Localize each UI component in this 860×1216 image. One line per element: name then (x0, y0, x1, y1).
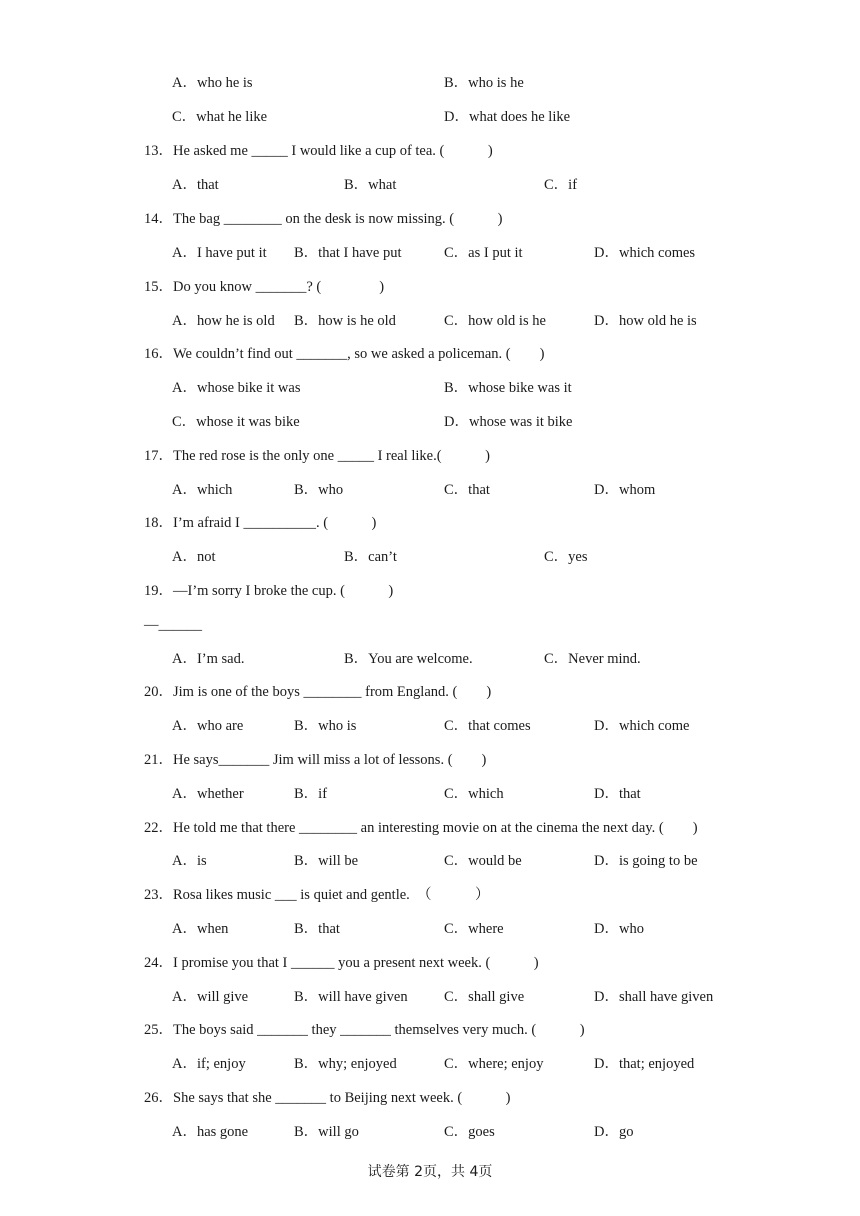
q24-option-d: D．shall have given (594, 989, 714, 1005)
question-22-stem: 22．He told me that there ________ an interesting movie on at the cinema the next day. ( ) (144, 820, 698, 836)
q18-option-c: C．yes (544, 549, 588, 565)
q21-option-d: D．that (594, 786, 641, 802)
q23-option-c: C．where (444, 921, 504, 937)
q19-option-a: A．I’m sad. (172, 651, 245, 667)
q15-option-a: A．how he is old (172, 313, 275, 329)
q20-option-c: C．that comes (444, 718, 531, 734)
q17-option-a: A．which (172, 482, 233, 498)
q14-option-d: D．which comes (594, 245, 696, 261)
q22-option-b: B．will be (294, 853, 359, 869)
q26-option-a: A．has gone (172, 1124, 249, 1140)
question-20-stem: 20．Jim is one of the boys ________ from England. ( ) (144, 684, 492, 700)
question-26-stem: 26．She says that she _______ to Beijing next week. ( ) (144, 1090, 511, 1106)
q26-option-d: D．go (594, 1124, 634, 1140)
q13-option-c: C．if (544, 177, 578, 193)
question-15-stem: 15．Do you know _______? ( ) (144, 279, 385, 295)
q18-option-b: B．can’t (344, 549, 397, 565)
q23-option-b: B．that (294, 921, 340, 937)
q25-option-c: C．where; enjoy (444, 1056, 544, 1072)
q12-option-d: D．what does he like (444, 109, 571, 125)
question-25-stem: 25．The boys said _______ they _______ themselves very much. ( ) (144, 1022, 585, 1038)
question-14-stem: 14．The bag ________ on the desk is now missing. ( ) (144, 211, 503, 227)
q25-option-a: A．if; enjoy (172, 1056, 246, 1072)
question-16-stem: 16．We couldn’t find out _______, so we asked a policeman. ( ) (144, 346, 545, 362)
q20-option-b: B．who is (294, 718, 357, 734)
q25-option-d: D．that; enjoyed (594, 1056, 695, 1072)
q20-option-d: D．which come (594, 718, 690, 734)
q16-option-a: A．whose bike it was (172, 380, 301, 396)
question-19-stem: 19．—I’m sorry I broke the cup. ( ) (144, 583, 394, 599)
q17-option-b: B．who (294, 482, 344, 498)
q23-option-a: A．when (172, 921, 229, 937)
q26-option-b: B．will go (294, 1124, 359, 1140)
q22-option-a: A．is (172, 853, 207, 869)
q16-option-d: D．whose was it bike (444, 414, 573, 430)
q17-option-c: C．that (444, 482, 490, 498)
q23-option-d: D．who (594, 921, 644, 937)
question-24-stem: 24．I promise you that I ______ you a present next week. ( ) (144, 955, 539, 971)
q16-option-b: B．whose bike was it (444, 380, 572, 396)
question-23-stem: 23．Rosa likes music ___ is quiet and gentle. （ ） (144, 887, 490, 903)
q21-option-a: A．whether (172, 786, 244, 802)
q20-option-a: A．who are (172, 718, 244, 734)
q19-response-blank: —______ (144, 617, 202, 633)
q14-option-c: C．as I put it (444, 245, 523, 261)
q16-option-c: C．whose it was bike (172, 414, 300, 430)
q12-option-a: A．who he is (172, 75, 253, 91)
q21-option-b: B．if (294, 786, 328, 802)
q22-option-c: C．would be (444, 853, 522, 869)
q13-option-a: A．that (172, 177, 219, 193)
q19-option-c: C．Never mind. (544, 651, 641, 667)
question-18-stem: 18．I’m afraid I __________. ( ) (144, 515, 377, 531)
q24-option-b: B．will have given (294, 989, 408, 1005)
q25-option-b: B．why; enjoyed (294, 1056, 397, 1072)
q22-option-d: D．is going to be (594, 853, 698, 869)
q18-option-a: A．not (172, 549, 216, 565)
q19-option-b: B．You are welcome. (344, 651, 473, 667)
q14-option-a: A．I have put it (172, 245, 267, 261)
question-13-stem: 13．He asked me _____ I would like a cup of tea. ( ) (144, 143, 493, 159)
q14-option-b: B．that I have put (294, 245, 402, 261)
page-footer: 试卷第 2页，共 4页 (367, 1164, 493, 1180)
q12-option-b: B．who is he (444, 75, 524, 91)
q15-option-d: D．how old he is (594, 313, 697, 329)
q15-option-b: B．how is he old (294, 313, 396, 329)
question-21-stem: 21．He says_______ Jim will miss a lot of lessons. ( ) (144, 752, 487, 768)
question-17-stem: 17．The red rose is the only one _____ I real like.( ) (144, 448, 490, 464)
q26-option-c: C．goes (444, 1124, 495, 1140)
q21-option-c: C．which (444, 786, 504, 802)
q24-option-c: C．shall give (444, 989, 525, 1005)
q24-option-a: A．will give (172, 989, 249, 1005)
q17-option-d: D．whom (594, 482, 656, 498)
q15-option-c: C．how old is he (444, 313, 546, 329)
q12-option-c: C．what he like (172, 109, 268, 125)
q13-option-b: B．what (344, 177, 397, 193)
